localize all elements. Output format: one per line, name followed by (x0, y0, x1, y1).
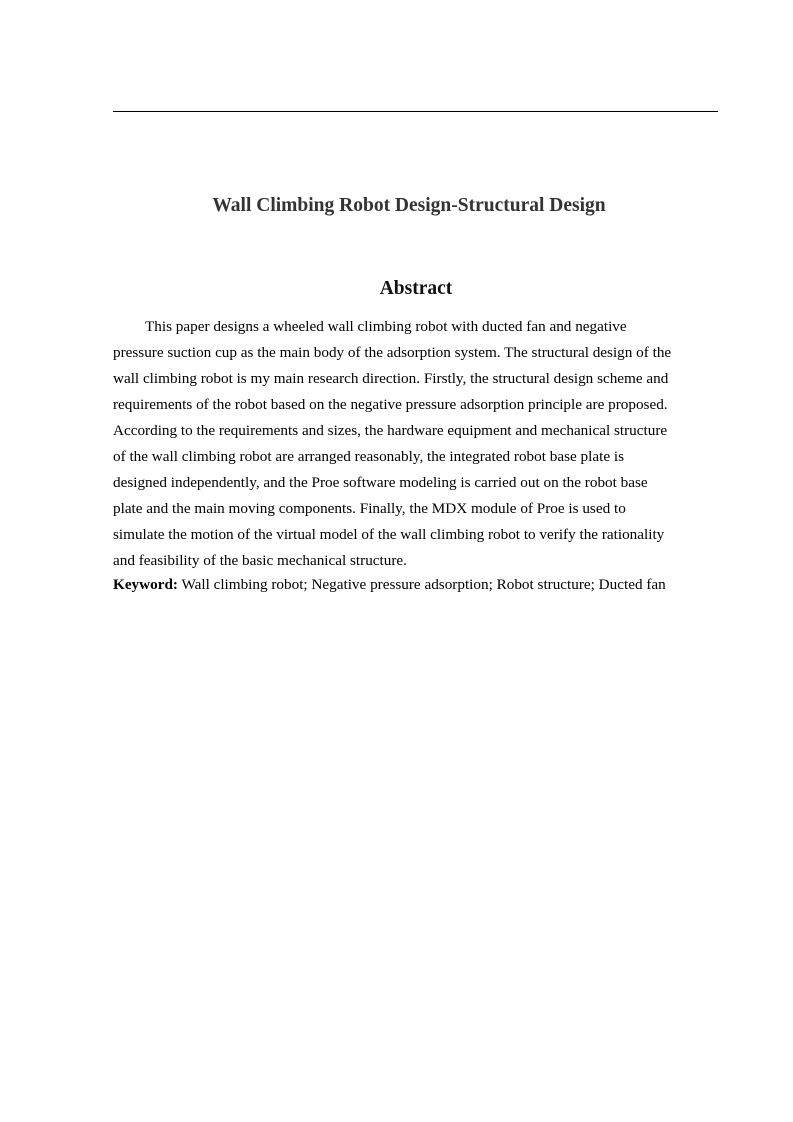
abstract-line: and feasibility of the basic mechanical structure. (113, 552, 407, 569)
abstract-line: plate and the main moving components. Finally, the MDX module of Proe is used to (113, 500, 626, 517)
keywords-label: Keyword: (113, 576, 178, 593)
keywords-text: Wall climbing robot; Negative pressure adsorption; Robot structure; Ducted fan (177, 576, 666, 593)
paper-title: Wall Climbing Robot Design-Structural Design (212, 195, 606, 216)
abstract-body (113, 314, 713, 574)
abstract-line: designed independently, and the Proe software modeling is carried out on the robot base (113, 474, 648, 491)
abstract-line: requirements of the robot based on the negative pressure adsorption principle are proposed. (113, 396, 668, 413)
abstract-line: simulate the motion of the virtual model of the wall climbing robot to verify the rationality (113, 526, 665, 543)
abstract-line: of the wall climbing robot are arranged reasonably, the integrated robot base plate is (113, 448, 624, 465)
abstract-line: pressure suction cup as the main body of the adsorption system. The structural design of the (113, 344, 672, 361)
abstract-line: wall climbing robot is my main research direction. Firstly, the structural design scheme and (113, 370, 669, 387)
abstract-heading: Abstract (379, 278, 453, 299)
keywords-line (113, 572, 666, 598)
header-rule (113, 111, 718, 112)
abstract-line: According to the requirements and sizes, the hardware equipment and mechanical structure (113, 422, 668, 439)
abstract-line: This paper designs a wheeled wall climbing robot with ducted fan and negative (145, 318, 627, 335)
